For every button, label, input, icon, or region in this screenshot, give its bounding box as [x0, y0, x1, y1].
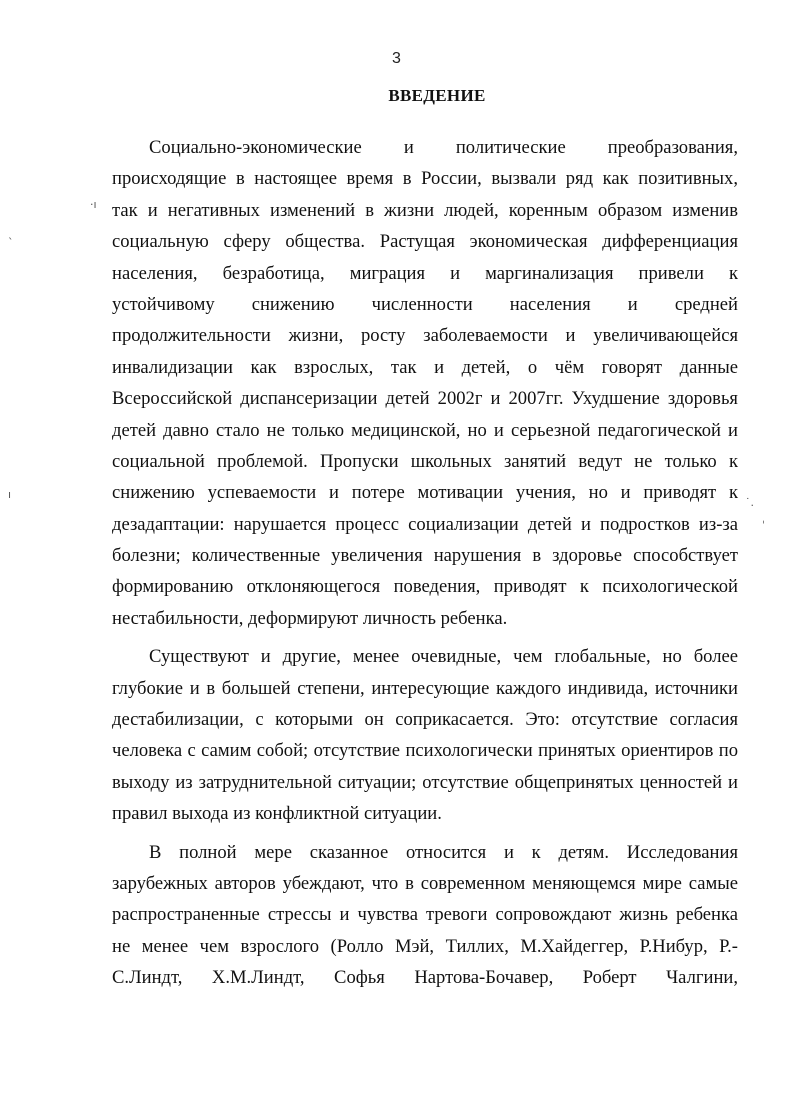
text-line: Социально-экономические и политические преобразования,	[149, 137, 738, 158]
text-line: не менее чем взрослого (Ролло Мэй, Тиллих, М.Хайдеггер, Р.Нибур, Р.-	[112, 935, 738, 957]
scan-speck: ˋ	[8, 236, 14, 249]
text-line: человека с самим собой; отсутствие психологически принятых ориентиров по	[112, 740, 738, 762]
text-line: правил выхода из конфликтной ситуации.	[112, 803, 442, 825]
text-line: Всероссийской диспансеризации детей 2002г и 2007гг. Ухудшение здоровья	[112, 388, 738, 410]
text-line: глубокие и в большей степени, интересующие каждого индивида, источники	[112, 677, 738, 699]
page-number: 3	[392, 50, 401, 67]
text-line: дезадаптации: нарушается процесс социализации детей и подростков из-за	[112, 513, 738, 535]
scan-speck: ·ı	[90, 198, 97, 211]
text-line: болезни; количественные увеличения нарушения в здоровье способствует	[112, 545, 738, 567]
text-line: Существуют и другие, менее очевидные, чем глобальные, но более	[149, 646, 738, 668]
text-line: снижению успеваемости и потере мотивации учения, но и приводят к	[112, 482, 738, 504]
text-line: формированию отклоняющегося поведения, приводят к психологической	[112, 576, 738, 598]
text-line: С.Линдт, Х.М.Линдт, Софья Нартова-Бочавер, Роберт Чалгини,	[112, 967, 738, 989]
paragraph-2	[112, 641, 738, 829]
section-title: ВВЕДЕНИЕ	[388, 86, 486, 105]
text-line: так и негативных изменений в жизни людей, коренным образом изменив	[112, 199, 738, 221]
text-line: зарубежных авторов убеждают, что в современном меняющемся мире самые	[112, 872, 738, 894]
scan-speck: ı	[8, 488, 12, 501]
scan-speck: ˙.	[745, 496, 754, 509]
text-line: выходу из затруднительной ситуации; отсутствие общепринятых ценностей и	[112, 771, 738, 793]
document-body	[112, 132, 738, 994]
scan-speck: ˌ	[762, 512, 766, 525]
text-line: населения, безработица, миграция и маргинализация привели к	[112, 262, 738, 284]
text-line: происходящие в настоящее время в России, вызвали ряд как позитивных,	[112, 168, 738, 190]
text-line: детей давно стало не только медицинской, но и серьезной педагогической и	[112, 419, 738, 441]
text-line: социальную сферу общества. Растущая экономическая дифференциация	[112, 231, 738, 253]
text-line: инвалидизации как взрослых, так и детей, о чём говорят данные	[112, 356, 738, 378]
text-line: продолжительности жизни, росту заболеваемости и увеличивающейся	[112, 325, 738, 347]
text-line: нестабильности, деформируют личность ребенка.	[112, 607, 508, 629]
text-line: устойчивому снижению численности населения и средней	[112, 293, 738, 315]
paragraph-1	[112, 132, 738, 634]
paragraph-3	[112, 837, 738, 994]
text-line: дестабилизации, с которыми он соприкасается. Это: отсутствие согласия	[112, 709, 738, 731]
text-line: социальной проблемой. Пропуски школьных занятий ведут не только к	[112, 450, 738, 472]
text-line: распространенные стрессы и чувства тревоги сопровождают жизнь ребенка	[112, 904, 738, 926]
text-line: В полной мере сказанное относится и к детям. Исследования	[149, 841, 738, 863]
